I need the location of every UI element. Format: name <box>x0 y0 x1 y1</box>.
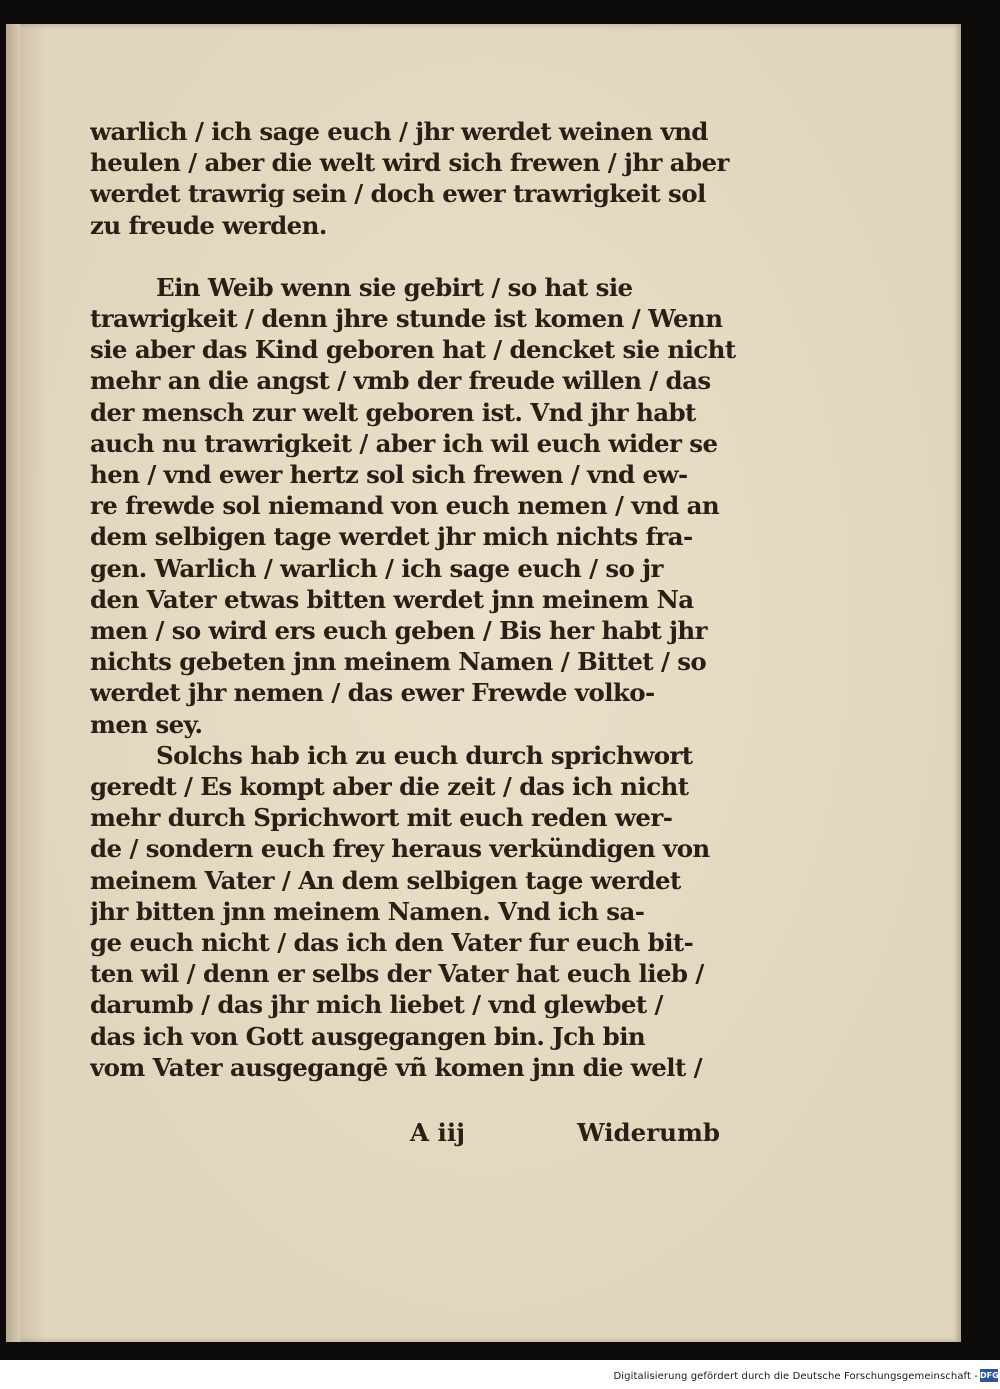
text-line: trawrigkeit / denn jhre stunde ist komen / Wenn <box>90 304 723 334</box>
text-line: Solchs hab ich zu euch durch sprichwort <box>156 740 693 770</box>
text-line: gen. Warlich / warlich / ich sage euch / so jr <box>90 553 663 583</box>
text-line: der mensch zur welt geboren ist. Vnd jhr habt <box>90 397 696 427</box>
text-line: ten wil / denn er selbs der Vater hat euch lieb / <box>90 959 704 989</box>
text-line: den Vater etwas bitten werdet jnn meinem Na <box>90 584 694 614</box>
text-line: warlich / ich sage euch / jhr werdet weinen vnd <box>90 117 708 146</box>
text-line: meinem Vater / An dem selbigen tage werdet <box>90 865 681 895</box>
text-line: men sey. <box>90 709 203 739</box>
text-line: das ich von Gott ausgegangen bin. Jch bin <box>90 1021 646 1051</box>
dfg-logo: DFG <box>980 1371 999 1380</box>
text-line: werdet trawrig sein / doch ewer trawrigkeit sol <box>90 179 706 209</box>
digitization-credit: Digitalisierung gefördert durch die Deutsche Forschungsgemeinschaft - <box>613 1371 978 1382</box>
text-line: werdet jhr nemen / das ewer Frewde volko- <box>90 678 655 708</box>
catchword: Widerumb <box>577 1118 720 1147</box>
text-line: men / so wird ers euch geben / Bis her habt jhr <box>90 616 707 646</box>
text-line: vom Vater ausgegangē vñ komen jnn die welt / <box>90 1052 702 1082</box>
text-line: geredt / Es kompt aber die zeit / das ich nicht <box>90 772 689 802</box>
text-line: ge euch nicht / das ich den Vater fur euch bit- <box>90 928 694 958</box>
page-gutter <box>6 24 20 1342</box>
text-line: nichts gebeten jnn meinem Namen / Bittet / so <box>90 647 707 677</box>
page-text <box>90 116 750 1083</box>
text-line: jhr bitten jnn meinem Namen. Vnd ich sa- <box>90 896 645 926</box>
text-line: mehr durch Sprichwort mit euch reden wer- <box>90 803 673 833</box>
page-footer <box>90 1118 720 1150</box>
book-page <box>6 24 961 1342</box>
text-line: zu freude werden. <box>90 210 327 240</box>
text-line: de / sondern euch frey heraus verkündigen von <box>90 834 710 864</box>
text-line: auch nu trawrigkeit / aber ich wil euch wider se <box>90 428 718 458</box>
text-line: darumb / das jhr mich liebet / vnd glewbet / <box>90 990 663 1020</box>
text-line: heulen / aber die welt wird sich frewen / jhr aber <box>90 148 729 178</box>
text-line: dem selbigen tage werdet jhr mich nichts fra- <box>90 522 693 552</box>
text-line: re frewde sol niemand von euch nemen / vnd an <box>90 491 720 521</box>
signature-mark: A iij <box>410 1118 466 1147</box>
text-line: sie aber das Kind geboren hat / dencket sie nicht <box>90 335 736 365</box>
text-line: mehr an die angst / vmb der freude willen / das <box>90 366 711 396</box>
text-line: Ein Weib wenn sie gebirt / so hat sie <box>156 272 633 302</box>
text-line: hen / vnd ewer hertz sol sich frewen / vnd ew- <box>90 460 688 490</box>
paragraph-gap <box>90 241 750 272</box>
